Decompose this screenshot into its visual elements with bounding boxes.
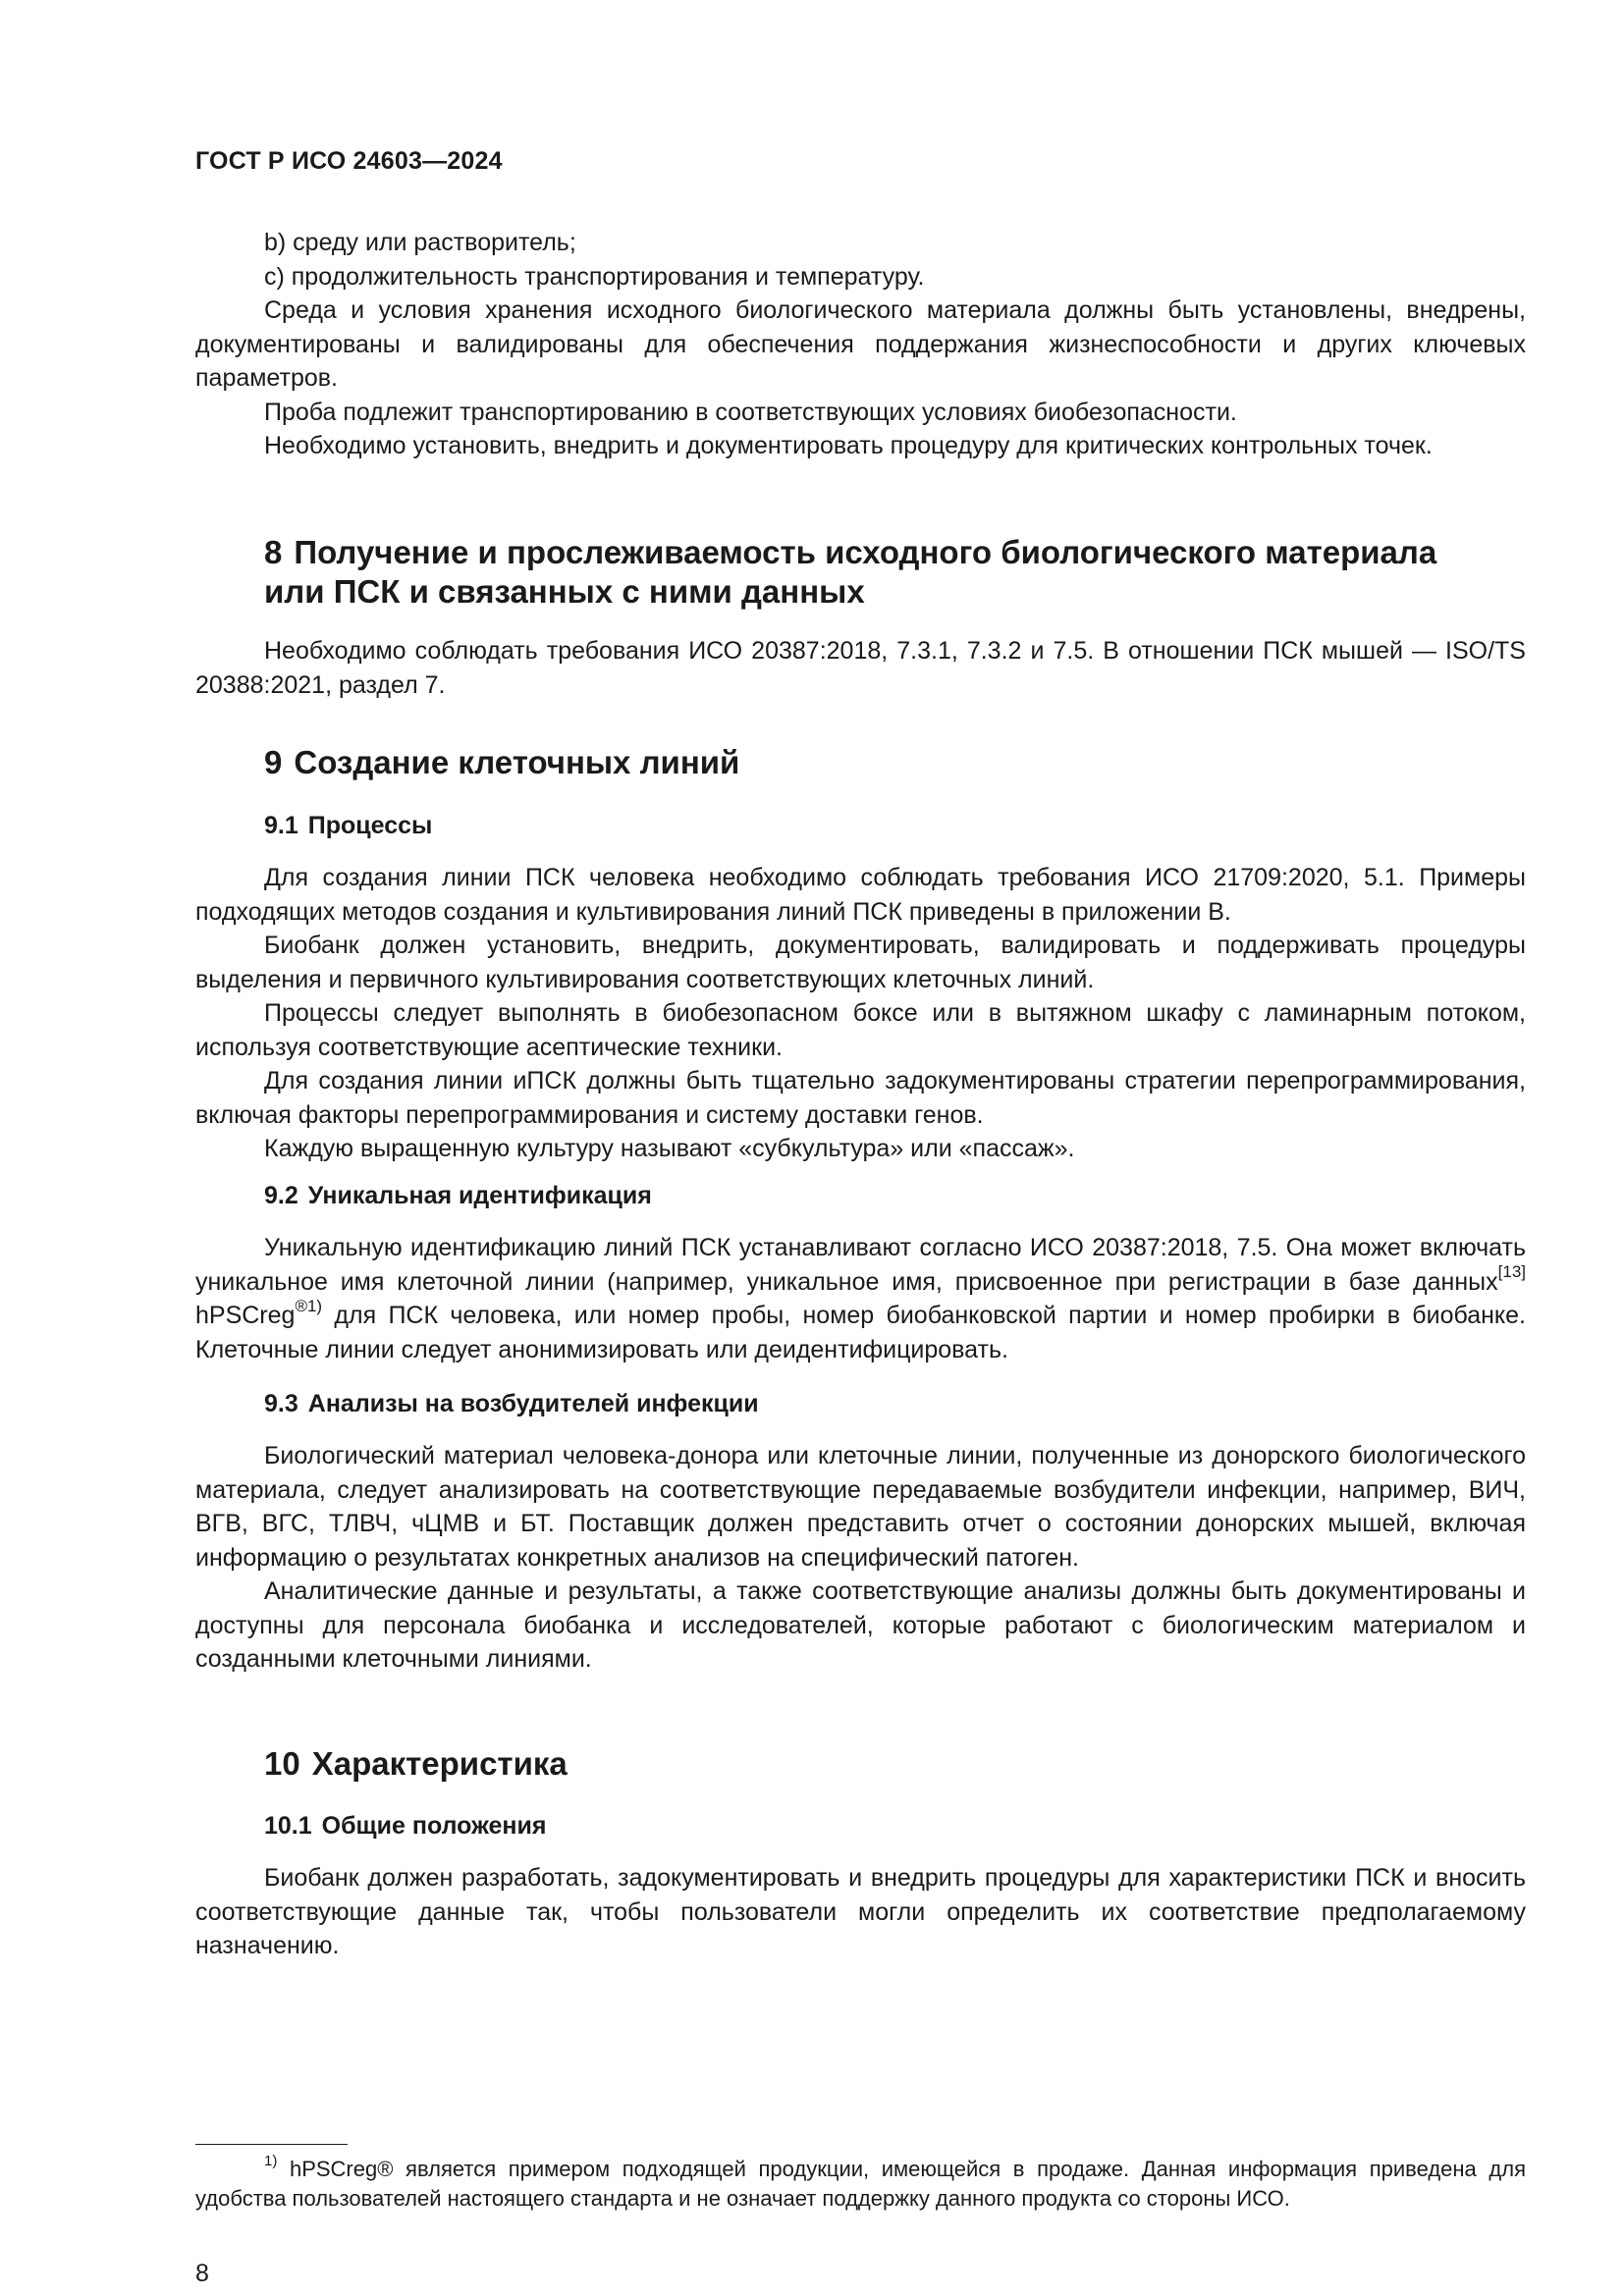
subsection-title: Анализы на возбудителей инфекции — [307, 1390, 759, 1417]
section-title: Создание клеточных линий — [294, 744, 740, 780]
subsection-9-2-heading — [195, 1179, 1526, 1212]
footnote-separator — [195, 2144, 348, 2145]
section-title: Получение и прослеживаемость исходного биологического материала — [294, 534, 1437, 570]
text-run: для ПСК человека, или номер пробы, номер биобанковской партии и номер пробирки в биобанке. Клеточные линии следует анонимизировать или деидентифицировать. — [195, 1302, 1526, 1363]
paragraph: Биобанк должен разработать, задокументировать и внедрить процедуры для характеристики ПСК и вносить соответствующие данные так, чтобы пользователи могли определить их соответствие предполагаемому назначению. — [195, 1864, 1526, 1959]
footnote-mark: ®1) — [295, 1296, 323, 1315]
subsection-number: 10.1 — [264, 1812, 312, 1840]
paragraph — [195, 1231, 1526, 1366]
subsection-number: 9.1 — [264, 812, 298, 839]
section-9-heading — [195, 743, 1526, 782]
section-8-body — [195, 634, 1526, 702]
paragraph: Необходимо соблюдать требования ИСО 20387:2018, 7.3.1, 7.3.2 и 7.5. В отношении ПСК мышей — ISO/TS 20388:2021, раздел 7. — [195, 637, 1526, 699]
section-number: 10 — [264, 1745, 300, 1782]
section-number: 8 — [264, 534, 283, 570]
list-item-b: b) среду или растворитель; — [264, 229, 576, 256]
paragraph: Биологический материал человека-донора или клеточные линии, полученные из донорского биологического материала, следует анализировать на соответствующие передаваемые возбудители инфекции, например, ВИЧ, ВГВ, ВГС, ТЛВЧ, чЦМВ и БТ. Поставщик должен представить отчет о состоянии донорских мышей, включая информацию о результатах конкретных анализов на специфический патоген. — [195, 1442, 1526, 1572]
section-number: 9 — [264, 744, 283, 780]
paragraph: Аналитические данные и результаты, а также соответствующие анализы должны быть документированы и доступны для персонала биобанка и исследователей, которые работают с биологическим материалом и созданными клеточными линиями. — [195, 1577, 1526, 1673]
paragraph: Среда и условия хранения исходного биологического материала должны быть установлены, внедрены, документированы и валидированы для обеспечения поддержания жизнеспособности и других ключевых параметров. — [195, 296, 1526, 392]
subsection-number: 9.3 — [264, 1390, 298, 1417]
subsection-10-1-body — [195, 1861, 1526, 1963]
subsection-9-2-body — [195, 1231, 1526, 1366]
footnote-mark: 1) — [264, 2152, 278, 2169]
footnote — [195, 2152, 1526, 2214]
paragraph: Проба подлежит транспортированию в соответствующих условиях биобезопасности. — [264, 398, 1237, 426]
running-header: ГОСТ Р ИСО 24603—2024 — [195, 147, 503, 175]
list-item-c: с) продолжительность транспортирования и температуру. — [264, 262, 925, 291]
paragraph: Для создания линии ПСК человека необходимо соблюдать требования ИСО 21709:2020, 5.1. Примеры подходящих методов создания и культивирования линий ПСК приведены в приложении В. — [195, 864, 1526, 926]
subsection-9-3-body — [195, 1439, 1526, 1677]
subsection-9-1-body — [195, 861, 1526, 1166]
reference-mark: [13] — [1497, 1262, 1526, 1282]
subsection-10-1-heading — [195, 1809, 1526, 1842]
subsection-number: 9.2 — [264, 1182, 298, 1209]
subsection-9-3-heading — [195, 1387, 1526, 1420]
paragraph: Необходимо установить, внедрить и документировать процедуру для критических контрольных точек. — [264, 432, 1433, 459]
paragraph: Биобанк должен установить, внедрить, документировать, валидировать и поддерживать процедуры выделения и первичного культивирования соответствующих клеточных линий. — [195, 932, 1526, 993]
section-8-heading — [195, 533, 1526, 612]
subsection-title: Общие положения — [321, 1812, 547, 1840]
paragraph: Каждую выращенную культуру называют «субкультура» или «пассаж». — [264, 1135, 1075, 1162]
subsection-title: Процессы — [307, 812, 433, 839]
intro-block — [195, 226, 1526, 463]
text-run: Уникальную идентификацию линий ПСК устанавливают согласно ИСО 20387:2018, 7.5. Она может включать уникальное имя клеточной линии (например, уникальное имя, присвоенное при регистрации в базе данных — [195, 1234, 1526, 1296]
subsection-9-1-heading — [195, 809, 1526, 842]
section-10-heading — [195, 1744, 1526, 1784]
section-title: Характеристика — [311, 1745, 568, 1782]
section-title-cont: или ПСК и связанных с ними данных — [264, 573, 865, 610]
page-number: 8 — [195, 2260, 209, 2287]
paragraph: Для создания линии иПСК должны быть тщательно задокументированы стратегии перепрограммирования, включая факторы перепрограммирования и систему доставки генов. — [195, 1067, 1526, 1129]
text-run: hPSCreg — [195, 1302, 296, 1329]
paragraph: Процессы следует выполнять в биобезопасном боксе или в вытяжном шкафу с ламинарным потоком, используя соответствующие асептические техники. — [195, 999, 1526, 1061]
footnote-text: hPSCreg® является примером подходящей продукции, имеющейся в продаже. Данная информация приведена для удобства пользователей настоящего стандарта и не означает поддержку данного продукта со стороны ИСО. — [195, 2157, 1526, 2211]
subsection-title: Уникальная идентификация — [307, 1182, 652, 1209]
